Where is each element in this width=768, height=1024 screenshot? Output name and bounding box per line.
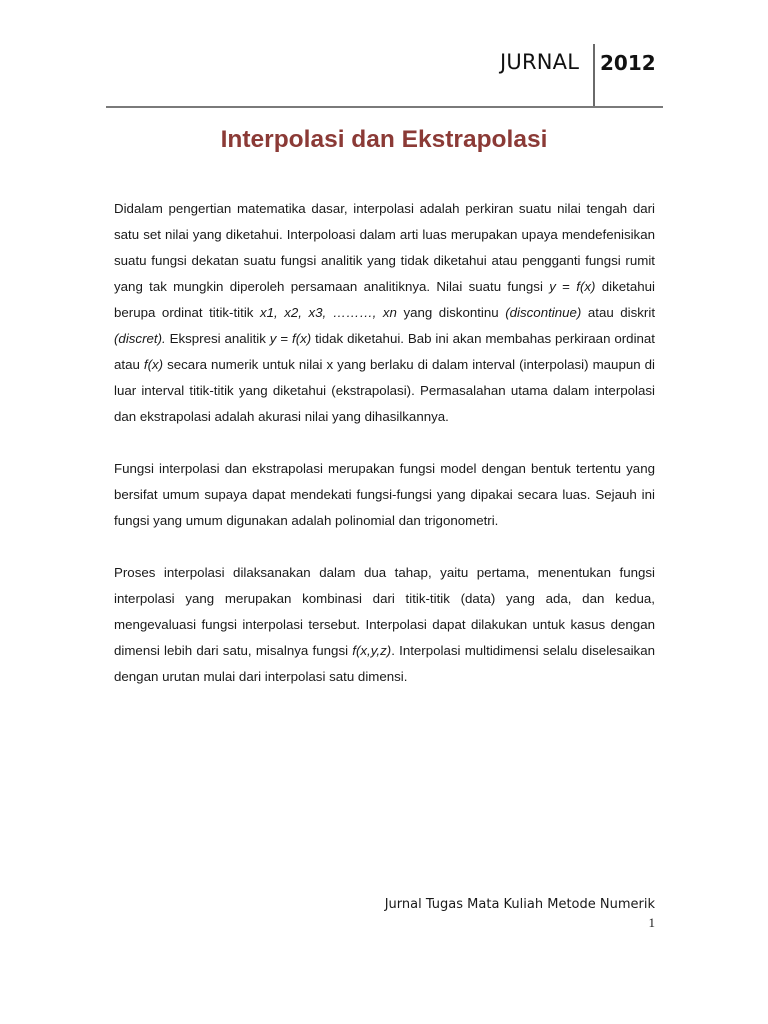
- text-run: Proses interpolasi dilaksanakan dalam dua tahap, yaitu pertama, menentukan fungsi interpolasi yang merupakan kombinasi dari titik-titik (data) yang ada, dan kedua, mengevaluasi fungsi interpolasi tersebut. Interpolasi dapat dilakukan untuk kasus dengan dimensi lebih dari satu, misalnya fungsi: [114, 565, 655, 658]
- paragraph-3: [114, 560, 655, 690]
- journal-label: JURNAL: [500, 50, 580, 74]
- journal-year: 2012: [600, 51, 656, 75]
- page-number: 1: [648, 915, 655, 930]
- text-run: Didalam pengertian matematika dasar, interpolasi adalah perkiran suatu nilai tengah dari satu set nilai yang diketahui. Interpoloasi dalam arti luas merupakan upaya mendefenisikan suatu fungsi dekatan suatu fungsi analitik yang tidak diketahui atau pengganti fungsi rumit yang tak mungkin diperoleh persamaan analitiknya. Nilai suatu fungsi: [114, 201, 655, 294]
- italic-run: f(x): [292, 331, 312, 346]
- text-run: Fungsi interpolasi dan ekstrapolasi merupakan fungsi model dengan bentuk tertentu yang bersifat umum supaya dapat mendekati fungsi-fungsi yang dipakai secara luas. Sejauh ini fungsi yang umum digunakan adalah polinomial dan trigonometri.: [114, 461, 655, 528]
- text-run: yang diskontinu: [396, 305, 506, 320]
- italic-run: f(x,y,z): [352, 643, 392, 658]
- italic-run: y: [549, 279, 556, 294]
- italic-run: y: [269, 331, 277, 346]
- text-run: =: [276, 331, 292, 346]
- italic-run: x1, x2, x3, ………, xn: [259, 305, 397, 320]
- text-run: tidak diketahui. Bab ini akan membahas perkiraan ordinat atau: [114, 331, 656, 372]
- header-vertical-divider: [593, 44, 595, 107]
- italic-run: (discontinue): [505, 305, 582, 320]
- paragraph-1: [114, 196, 655, 430]
- footer-text: Jurnal Tugas Mata Kuliah Metode Numerik: [384, 897, 655, 912]
- header-rule: [106, 106, 663, 108]
- text-run: =: [555, 279, 577, 294]
- text-run: diketahui berupa ordinat titik-titik: [114, 279, 656, 320]
- italic-run: f(x): [576, 279, 596, 294]
- text-run: . Interpolasi multidimensi selalu diselesaikan dengan urutan mulai dari interpolasi satu dimensi.: [114, 643, 655, 684]
- text-run: Ekspresi analitik: [165, 331, 270, 346]
- italic-run: f(x): [143, 357, 164, 372]
- italic-run: (discret).: [114, 331, 166, 346]
- body-text: [114, 196, 655, 716]
- paragraph-2: [114, 456, 655, 534]
- text-run: secara numerik untuk nilai x yang berlaku di dalam interval (interpolasi) maupun di luar interval titik-titik yang diketahui (ekstrapolasi). Permasalahan utama dalam interpolasi dan ekstrapolasi adalah akurasi nilai yang dihasilkannya.: [114, 357, 655, 424]
- text-run: atau diskrit: [581, 305, 656, 320]
- page-title: Interpolasi dan Ekstrapolasi: [220, 126, 548, 153]
